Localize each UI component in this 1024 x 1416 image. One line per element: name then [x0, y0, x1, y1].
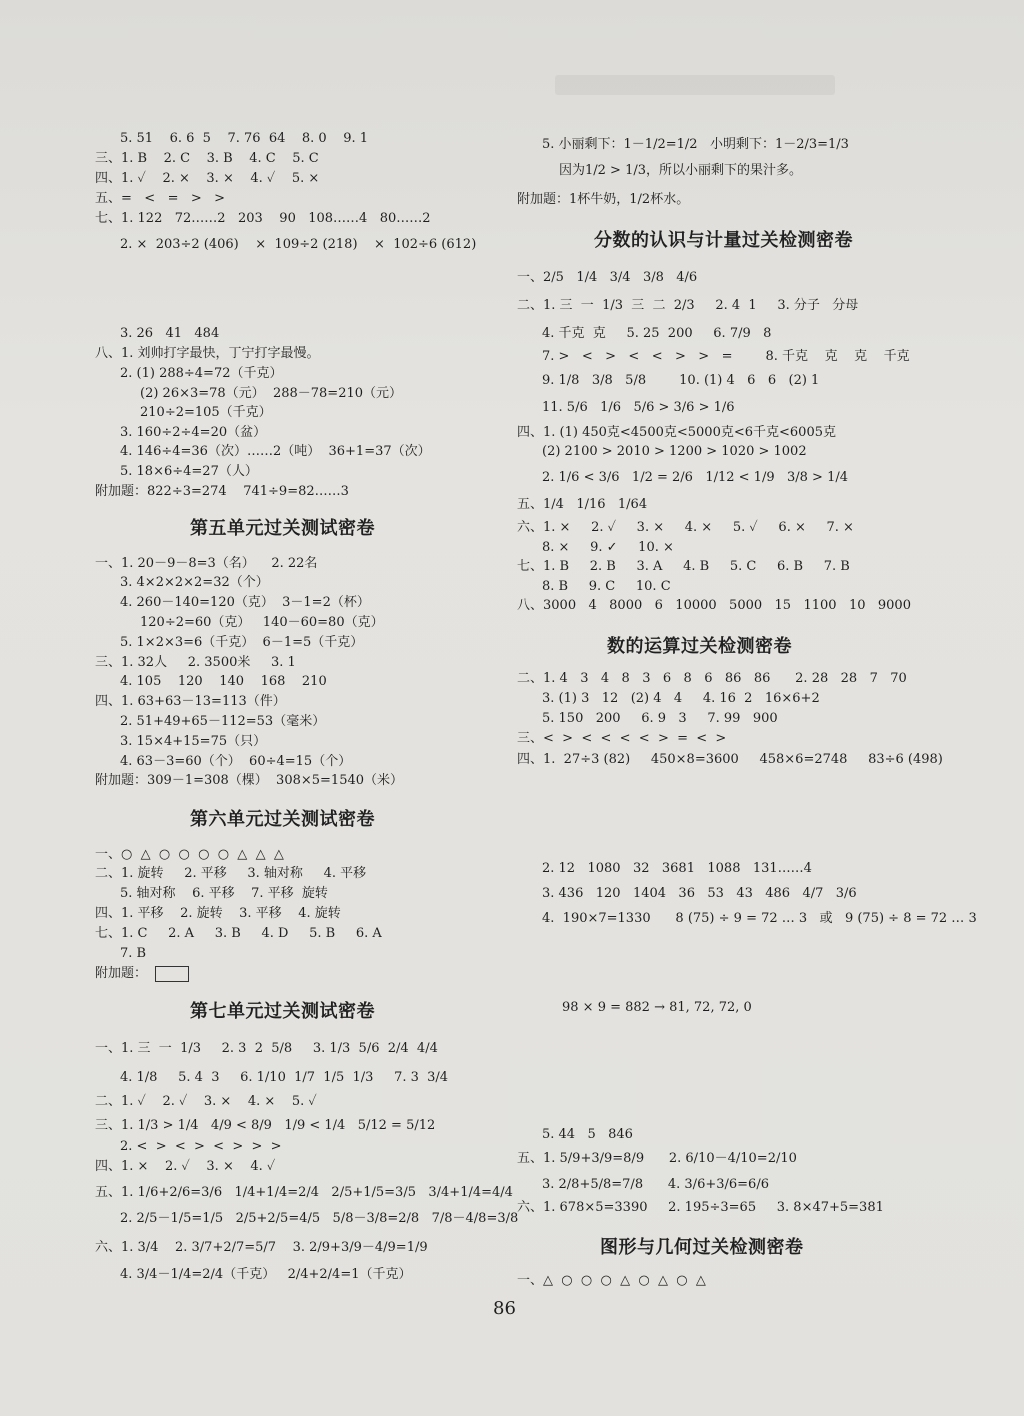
- answer-line: 二、1. 旋转 2. 平移 3. 轴对称 4. 平移: [95, 866, 367, 881]
- answer-line: 附加题：309－1=308（棵） 308×5=1540（米）: [95, 773, 404, 788]
- answer-line: 11. 5/6 1/6 5/6 > 3/6 > 1/6: [542, 400, 735, 415]
- answer-line: 2. 1/6 < 3/6 1/2 = 2/6 1/12 < 1/9 3/8 > 1/4: [542, 470, 849, 485]
- geometry-test-title: 图形与几何过关检测密卷: [600, 1237, 804, 1258]
- vertical-calc-line: 四、1. 27÷3 (82) 450×8=3600 458×6=2748 83÷6 (498): [517, 752, 943, 767]
- unit7-title: 第七单元过关测试密卷: [190, 1001, 375, 1022]
- answer-line: 二、1. ✓ 2. ✓ 3. × 4. × 5. ✓: [95, 1094, 317, 1109]
- answer-line: 一、△ ○ ○ ○ △ ○ △ ○ △: [517, 1273, 706, 1288]
- unit5-title: 第五单元过关测试密卷: [190, 518, 375, 539]
- answer-line: 4. 3/4－1/4=2/4（千克） 2/4+2/4=1（千克）: [120, 1267, 412, 1282]
- answer-line: 3. 4×2×2×2=32（个）: [120, 575, 269, 590]
- answer-line: 三、< > < < < < > = < >: [517, 731, 727, 746]
- answer-line: 2. 12 1080 32 3681 1088 131……4: [542, 861, 812, 876]
- answer-line: 2. < > < > < > > >: [120, 1139, 282, 1154]
- answer-line: 五、1/4 1/16 1/64: [517, 497, 648, 512]
- answer-line: 附加题：1杯牛奶，1/2杯水。: [517, 192, 690, 207]
- answer-line: 因为1/2 > 1/3，所以小丽剩下的果汁多。: [559, 163, 803, 178]
- answer-line: 7. > < > < < > > = 8. 千克 克 克 千克: [542, 349, 910, 364]
- answer-line: 2. (1) 288÷4=72（千克）: [120, 366, 283, 381]
- answer-line: 四、1. (1) 450克<4500克<5000克<6千克<6005克: [517, 425, 836, 440]
- answer-line: 四、1. 63+63－13=113（件）: [95, 694, 286, 709]
- unit6-title: 第六单元过关测试密卷: [190, 809, 375, 830]
- answer-line: 3. 26 41 484: [120, 326, 220, 341]
- page-number: 86: [493, 1298, 516, 1319]
- answer-line: 一、1. 三 一 1/3 2. 3 2 5/8 3. 1/3 5/6 2/4 4/4: [95, 1041, 438, 1056]
- vertical-calc-line: 98 × 9 = 882 → 81, 72, 72, 0: [562, 1000, 752, 1015]
- answer-line: 五、1. 5/9+3/9=8/9 2. 6/10－4/10=2/10: [517, 1151, 797, 1166]
- answer-line: 5. 轴对称 6. 平移 7. 平移 旋转: [120, 886, 328, 901]
- answer-line: 三、1. B 2. C 3. B 4. C 5. C: [95, 151, 319, 166]
- answer-line: 六、1. × 2. ✓ 3. × 4. × 5. ✓ 6. × 7. ×: [517, 520, 854, 535]
- answer-line: 4. 260－140=120（克） 3－1=2（杯）: [120, 595, 370, 610]
- answer-line: 2. 2/5－1/5=1/5 2/5+2/5=4/5 5/8－3/8=2/8 7/8－4/8=3/8: [120, 1211, 519, 1226]
- answer-line: 5. 51 6. 6 5 7. 76 64 8. 0 9. 1: [120, 131, 369, 146]
- long-division-line: 2. × 203÷2 (406) × 109÷2 (218) × 102÷6 (612): [120, 237, 477, 252]
- answer-line: 一、2/5 1/4 3/4 3/8 4/6: [517, 270, 698, 285]
- answer-line: 2. 51+49+65－112=53（毫米）: [120, 714, 326, 729]
- answer-line: 8. B 9. C 10. C: [542, 579, 671, 594]
- answer-line: 9. 1/8 3/8 5/8 10. (1) 4 6 6 (2) 1: [542, 373, 820, 388]
- answer-line: 二、1. 三 一 1/3 三 二 2/3 2. 4 1 3. 分子 分母: [517, 298, 859, 313]
- answer-line: 附加题：: [95, 966, 148, 981]
- answer-line: 三、1. 32人 2. 3500米 3. 1: [95, 655, 296, 670]
- answer-line: 5. 1×2×3=6（千克） 6－1=5（千克）: [120, 635, 364, 650]
- answer-line: 3. 436 120 1404 36 53 43 486 4/7 3/6: [542, 886, 857, 901]
- answer-line: 120÷2=60（克） 140－60=80（克）: [140, 615, 384, 630]
- answer-line: 4. 千克 克 5. 25 200 6. 7/9 8: [542, 326, 772, 341]
- answer-line: 四、1. 平移 2. 旋转 3. 平移 4. 旋转: [95, 906, 341, 921]
- answer-line: 八、1. 刘帅打字最快，丁宁打字最慢。: [95, 346, 320, 361]
- answer-line: 3. (1) 3 12 (2) 4 4 4. 16 2 16×6+2: [542, 691, 820, 706]
- answer-line: 8. × 9. ✓ 10. ×: [542, 540, 674, 555]
- answer-line: 3. 2/8+5/8=7/8 4. 3/6+3/6=6/6: [542, 1177, 769, 1192]
- answer-line: 七、1. 122 72……2 203 90 108……4 80……2: [95, 211, 431, 226]
- answer-line: (2) 2100 > 2010 > 1200 > 1020 > 1002: [542, 444, 807, 459]
- answer-line: 七、1. B 2. B 3. A 4. B 5. C 6. B 7. B: [517, 559, 850, 574]
- answer-line: 210÷2=105（千克）: [140, 405, 272, 420]
- answer-line: 5. 18×6÷4=27（人）: [120, 464, 258, 479]
- answer-line: 3. 160÷2÷4=20（盆）: [120, 425, 267, 440]
- vertical-calc-line: 4. 190×7=1330 8 (75) ÷ 9 = 72 … 3 或 9 (75) ÷ 8 = 72 … 3: [542, 911, 977, 926]
- answer-line: 六、1. 678×5=3390 2. 195÷3=65 3. 8×47+5=381: [517, 1200, 884, 1215]
- answer-line: (2) 26×3=78（元） 288－78=210（元）: [140, 386, 403, 401]
- answer-line: 附加题：822÷3=274 741÷9=82……3: [95, 484, 349, 499]
- answer-line: 六、1. 3/4 2. 3/7+2/7=5/7 3. 2/9+3/9－4/9=1/9: [95, 1240, 428, 1255]
- answer-line: 7. B: [120, 946, 147, 961]
- answer-line: 五、= < = > >: [95, 191, 226, 206]
- answer-line: 四、1. × 2. ✓ 3. × 4. ✓: [95, 1159, 276, 1174]
- calc-test-title: 数的运算过关检测密卷: [607, 636, 792, 657]
- answer-line: 三、1. 1/3 > 1/4 4/9 < 8/9 1/9 < 1/4 5/12 = 5/12: [95, 1118, 436, 1133]
- answer-line: 4. 146÷4=36（次）……2（吨） 36+1=37（次）: [120, 444, 431, 459]
- blank-answer-box: [155, 966, 189, 982]
- answer-line: 5. 44 5 846: [542, 1127, 633, 1142]
- answer-line: 四、1. ✓ 2. × 3. × 4. ✓ 5. ×: [95, 171, 320, 186]
- answer-line: 4. 1/8 5. 4 3 6. 1/10 1/7 1/5 1/3 7. 3 3/4: [120, 1070, 449, 1085]
- fraction-test-title: 分数的认识与计量过关检测密卷: [594, 230, 853, 251]
- answer-line: 4. 63－3=60（个） 60÷4=15（个）: [120, 754, 352, 769]
- answer-line: 4. 105 120 140 168 210: [120, 674, 327, 689]
- answer-line: 一、1. 20－9－8=3（名） 2. 22名: [95, 556, 318, 571]
- answer-line: 二、1. 4 3 4 8 3 6 8 6 86 86 2. 28 28 7 70: [517, 671, 907, 686]
- answer-line: 5. 小丽剩下：1－1/2=1/2 小明剩下：1－2/3=1/3: [542, 137, 849, 152]
- answer-line: 五、1. 1/6+2/6=3/6 1/4+1/4=2/4 2/5+1/5=3/5 3/4+1/4=4/4: [95, 1185, 513, 1200]
- answer-line: 七、1. C 2. A 3. B 4. D 5. B 6. A: [95, 926, 382, 941]
- answer-line: 八、3000 4 8000 6 10000 5000 15 1100 10 9000: [517, 598, 911, 613]
- answer-line: 一、○ △ ○ ○ ○ ○ △ △ △: [95, 847, 284, 862]
- answer-line: 5. 150 200 6. 9 3 7. 99 900: [542, 711, 778, 726]
- answer-line: 3. 15×4+15=75（只）: [120, 734, 267, 749]
- faded-header-watermark: [555, 75, 835, 95]
